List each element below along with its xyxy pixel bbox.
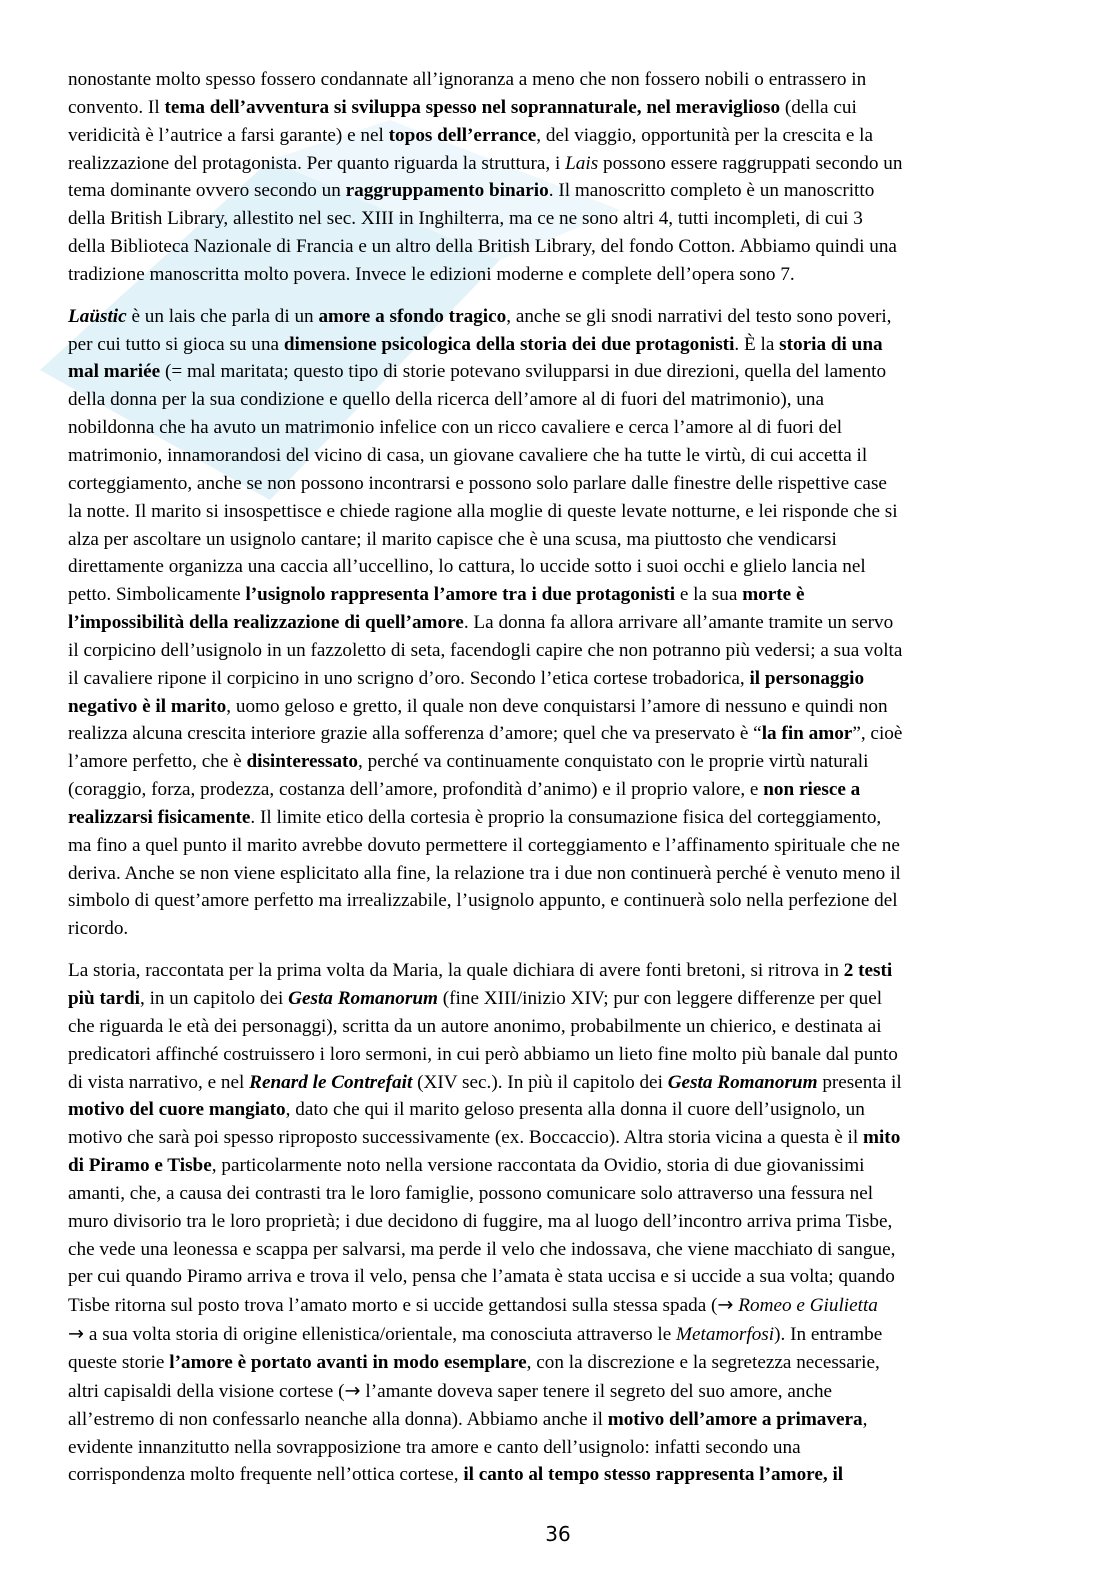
text-run: amore a sfondo tragico [318,305,507,327]
text-run: realizzazione del protagonista. Per quanto riguarda la struttura, i [68,152,566,174]
document-page [68,66,1046,1503]
text-run: (XIV sec.). In più il capitolo dei [412,1071,668,1093]
text-run: presenta il [817,1071,902,1093]
paragraph-3 [68,957,1046,1489]
text-run: altri capisaldi della visione cortese ( [68,1380,345,1402]
text-run: corrispondenza molto frequente nell’ottica cortese, [68,1464,464,1486]
text-run: possono essere raggruppati secondo un [598,152,903,174]
text-run: raggruppamento binario [345,180,549,202]
text-line [68,94,1046,122]
text-line [68,470,1046,498]
text-run: il canto al tempo stesso rappresenta l’amore, il [463,1464,844,1486]
text-run: (coraggio, forza, prodezza, costanza dell’amore, profondità d’animo) e il proprio valore, e [68,779,764,801]
text-run: deriva. Anche se non viene esplicitato alla fine, la relazione tra i due non continuerà perché è venuto meno il [68,862,901,884]
text-run: nobildonna che ha avuto un matrimonio infelice con un ricco cavaliere e cerca l’amore al di fuori del [68,417,843,439]
text-line [68,414,1046,442]
text-line [68,122,1046,150]
text-run: muro divisorio tra le loro proprietà; i due decidono di fuggire, ma al luogo dell’incontro arriva prima Tisbe, [68,1210,893,1232]
text-run: disinteressato [246,751,359,773]
text-line [68,985,1046,1013]
text-line [68,1461,1046,1489]
text-line [68,261,1046,289]
text-line [68,1263,1046,1291]
text-run: . Il manoscritto completo è un manoscritto [548,180,875,202]
text-line [68,1349,1046,1377]
text-line [68,1041,1046,1069]
text-run: , con la discrezione e la segretezza necessarie, [526,1351,880,1373]
text-run: storia di una [779,333,883,355]
text-line [68,303,1046,331]
text-line [68,1180,1046,1208]
text-run: morte è [742,584,805,606]
text-run: l’impossibilità della realizzazione di quell’amore [68,612,464,634]
text-run: è un lais che parla di un [126,305,319,327]
text-run: (= mal maritata; questo tipo di storie potevano svilupparsi in due direzioni, quella del lamento [160,361,887,383]
text-run: predicatori affinché costruissero i loro sermoni, in cui però abbiamo un lieto fine molto più banale dal punto [68,1043,898,1065]
text-run: la fin amor [761,723,853,745]
text-run: Laüstic [68,305,127,327]
text-line [68,581,1046,609]
text-run: tema dominante ovvero secondo un [68,180,346,202]
text-run: all’estremo di non confessarlo neanche alla donna). Abbiamo anche il [68,1408,608,1430]
text-run: (fine XIII/inizio XIV; pur con leggere differenze per quel [437,988,883,1009]
text-line [68,553,1046,581]
text-run: simbolo di quest’amore perfetto ma irrealizzabile, l’usignolo appunto, e continuerà solo nella perfezione del [68,890,898,912]
text-run: ). In entrambe [774,1324,883,1346]
text-line [68,1152,1046,1180]
text-run: ricordo. [68,918,129,940]
text-run: topos dell’errance [388,124,537,146]
text-line [68,358,1046,386]
text-run: a sua volta storia di origine ellenistica/orientale, ma conosciuta attraverso le [84,1324,677,1346]
text-run: . È la [734,333,780,355]
arrow-glyph: → [68,1322,85,1346]
text-line [68,693,1046,721]
text-run: . Il limite etico della cortesia è proprio la consumazione fisica del corteggiamento, [250,806,882,828]
text-run: tradizione manoscritta molto povera. Invece le edizioni moderne e complete dell’opera sono 7. [68,263,795,285]
text-run: negativo è il marito [68,695,227,717]
text-line [68,1013,1046,1041]
text-run: dimensione psicologica della storia dei due protagonisti [283,333,735,355]
text-run: di Piramo e Tisbe [68,1155,212,1177]
text-run: della donna per la sua condizione e quello della ricerca dell’amore al di fuori del matrimonio), una [68,389,825,411]
text-line [68,748,1046,776]
text-run: di vista narrativo, e nel [68,1071,250,1093]
text-line [68,233,1046,261]
text-line [68,804,1046,832]
text-run: amanti, che, a causa dei contrasti tra le loro famiglie, possono comunicare solo attraverso una fessura nel [68,1182,874,1204]
text-line [68,498,1046,526]
text-line [68,860,1046,888]
text-run: motivo dell’amore a primavera [607,1408,863,1430]
text-line [68,1236,1046,1264]
text-run: Gesta Romanorum [288,988,438,1009]
arrow-glyph: → [717,1293,734,1317]
text-run: della British Library, allestito nel sec. XIII in Inghilterra, ma ce ne sono altri 4, tutti incompleti, di cui 3 [68,208,863,230]
text-line [68,1069,1046,1097]
text-run: matrimonio, innamorandosi del vicino di casa, un giovane cavaliere che ha tutte le virtù, di cui accetta il [68,444,868,466]
text-run: l’amore perfetto, che è [68,751,247,773]
text-run: realizza alcuna crescita interiore grazie alla sofferenza d’amore; quel che va preservato è “ [68,723,762,745]
text-run: veridicità è l’autrice a farsi garante) e nel [68,124,389,146]
text-run: la notte. Il marito si insospettisce e chiede ragione alla moglie di queste levate notturne, e lei risponde che si [68,500,898,522]
text-run: il cavaliere ripone il corpicino in uno scrigno d’oro. Secondo l’etica cortese trobadorica, [68,667,750,689]
text-run: evidente innanzitutto nella sovrapposizione tra amore e canto dell’usignolo: infatti secondo una [68,1436,801,1458]
paragraph-1 [68,66,1046,289]
text-run: , particolarmente noto nella versione raccontata da Ovidio, storia di due giovanissimi [211,1155,865,1177]
text-run: non riesce a [763,779,861,801]
text-line [68,442,1046,470]
text-line [68,331,1046,359]
text-run: , in un capitolo dei [139,988,289,1009]
text-run: per cui tutto si gioca su una [68,333,284,355]
text-run: motivo del cuore mangiato [68,1099,286,1121]
text-run: petto. Simbolicamente [68,584,246,606]
text-line [68,776,1046,804]
text-run: La storia, raccontata per la prima volta da Maria, la quale dichiara di avere fonti bretoni, si ritrova in [68,960,844,982]
text-line [68,150,1046,178]
text-line [68,1434,1046,1462]
text-run: realizzarsi fisicamente [68,806,251,828]
text-run: ma fino a quel punto il marito avrebbe dovuto permettere il corteggiamento e l’affinamento spirituale che ne [68,834,900,856]
text-line [68,720,1046,748]
text-run: convento. Il [68,96,165,118]
text-line [68,1291,1046,1320]
text-run: ”, cioè [852,723,903,745]
text-run: Renard le Contrefait [249,1071,413,1093]
text-run: nonostante molto spesso fossero condannate all’ignoranza a meno che non fossero nobili o entrassero in [68,69,867,90]
text-line [68,66,1046,94]
text-run: Lais [565,152,599,174]
text-line [68,1377,1046,1406]
text-run: Tisbe ritorna sul posto trova l’amato morto e si uccide gettandosi sulla stessa spada ( [68,1295,718,1317]
text-run: , del viaggio, opportunità per la crescita e la [536,124,873,146]
text-line [68,915,1046,943]
arrow-glyph: → [344,1378,361,1402]
text-line [68,637,1046,665]
text-run: 2 testi [843,960,893,982]
text-run: tema dell’avventura si sviluppa spesso nel soprannaturale, nel meraviglioso [164,96,781,118]
text-line [68,957,1046,985]
text-run: corteggiamento, anche se non possono incontrarsi e possono solo parlare dalle finestre delle rispettive case [68,472,887,494]
text-run: , perché va continuamente conquistato con le proprie virtù naturali [358,751,869,773]
text-run: per cui quando Piramo arriva e trova il velo, pensa che l’amata è stata uccisa e si uccide a sua volta; quando [68,1266,895,1288]
text-run: Metamorfosi [676,1324,775,1346]
text-line [68,1096,1046,1124]
text-run: il corpicino dell’usignolo in un fazzoletto di seta, facendogli capire che non potranno più vedersi; a sua volta [68,639,903,661]
paragraph-2 [68,303,1046,943]
text-run: alza per ascoltare un usignolo cantare; il marito capisce che è una scusa, ma piuttosto che vendicarsi [68,528,837,550]
text-run: il personaggio [749,667,865,689]
text-line [68,1124,1046,1152]
text-run: l’amante doveva saper tenere il segreto del suo amore, anche [360,1380,833,1402]
text-run: mito [862,1127,901,1149]
text-line [68,177,1046,205]
text-run: della Biblioteca Nazionale di Francia e un altro della British Library, del fondo Cotton. Abbiamo quindi una [68,236,897,258]
text-run: . La donna fa allora arrivare all’amante tramite un servo [463,612,894,634]
text-run: motivo che sarà poi spesso riproposto successivamente (ex. Boccaccio). Altra storia vicina a questa è il [68,1127,863,1149]
text-run: , [862,1408,868,1430]
text-run: che vede una leonessa e scappa per salvarsi, ma perde il velo che indossava, che viene macchiato di sangue, [68,1238,896,1260]
text-line [68,1208,1046,1236]
text-line [68,205,1046,233]
text-line [68,665,1046,693]
text-run: e la sua [675,584,743,606]
text-run: più tardi [68,988,140,1009]
text-line [68,609,1046,637]
text-run: Gesta Romanorum [667,1071,818,1093]
page-number: 36 [545,1522,571,1546]
text-line [68,1320,1046,1349]
text-run: direttamente organizza una caccia all’uccellino, lo cattura, lo uccide sotto i suoi occhi e glielo lancia nel [68,556,866,578]
text-run: Romeo e Giulietta [738,1295,878,1317]
text-run: che riguarda le età dei personaggi), scritta da un autore anonimo, probabilmente un chierico, e destinata ai [68,1015,882,1037]
text-line [68,386,1046,414]
text-line [68,887,1046,915]
text-run: mal mariée [68,361,161,383]
text-run: l’usignolo rappresenta l’amore tra i due protagonisti [245,584,676,606]
text-line [68,1406,1046,1434]
text-line [68,526,1046,554]
text-run: queste storie [68,1351,170,1373]
text-run: l’amore è portato avanti in modo esemplare [169,1351,527,1373]
text-line [68,832,1046,860]
text-run: , anche se gli snodi narrativi del testo sono poveri, [506,305,892,327]
text-run: , uomo geloso e gretto, il quale non deve conquistarsi l’amore di nessuno e quindi non [226,695,888,717]
text-run: , dato che qui il marito geloso presenta alla donna il cuore dell’usignolo, un [285,1099,865,1121]
text-run: (della cui [780,96,857,118]
